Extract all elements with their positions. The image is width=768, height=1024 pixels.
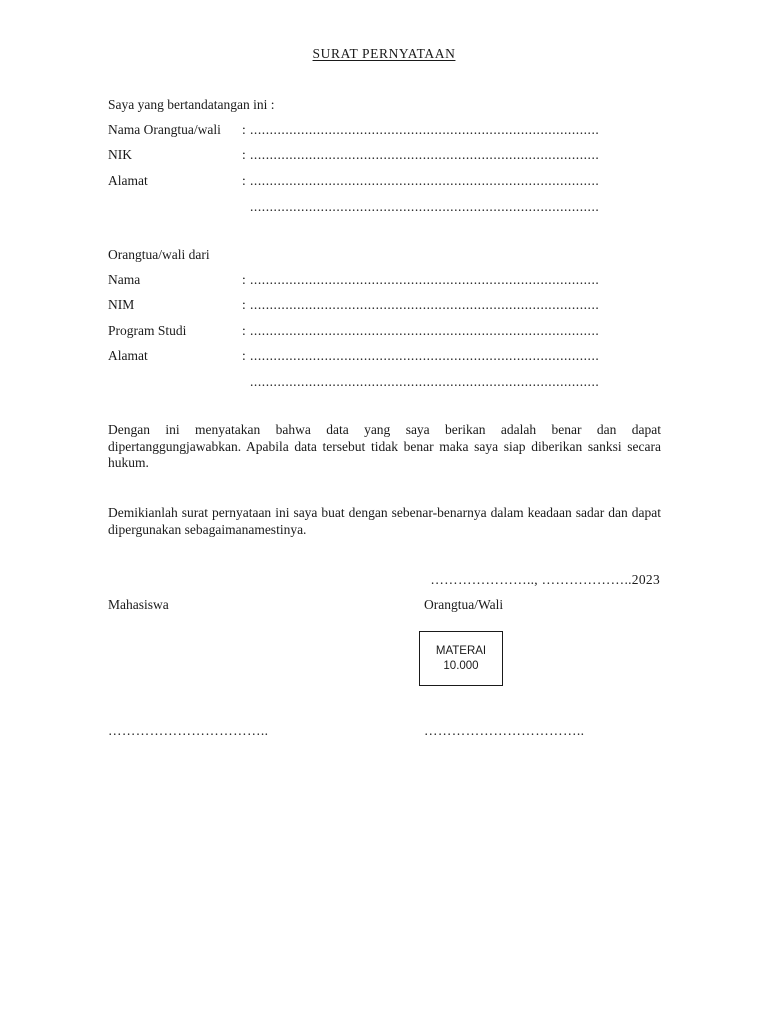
signatory-student-label: Mahasiswa — [108, 597, 169, 612]
place-date-line[interactable]: ………………….., ………………..2023 — [430, 572, 660, 587]
field-colon: : — [242, 348, 246, 363]
field-blank-parent-address-continued[interactable]: ......................................................................................... — [250, 199, 600, 214]
field-colon: : — [242, 323, 246, 338]
field-blank-program-studi[interactable]: ......................................................................................... — [250, 323, 600, 338]
statement-paragraph: Dengan ini menyatakan bahwa data yang saya berikan adalah benar dan dapat dipertanggungjawabkan. Apabila data tersebut tidak benar maka saya siap diberikan sanksi secara hukum. — [108, 422, 661, 470]
field-label-student-address: Alamat — [108, 348, 148, 363]
field-blank-nik[interactable]: ......................................................................................... — [250, 147, 600, 162]
field-blank-student-address-continued[interactable]: ......................................................................................... — [250, 374, 600, 389]
field-label-program-studi: Program Studi — [108, 323, 187, 338]
field-colon: : — [242, 147, 246, 162]
field-label-parent-name: Nama Orangtua/wali — [108, 122, 221, 137]
document-title: SURAT PERNYATAAN — [312, 46, 456, 61]
materai-value: 10.000 — [443, 659, 479, 672]
field-blank-nim[interactable]: ......................................................................................... — [250, 297, 600, 312]
materai-label: MATERAI — [435, 644, 487, 657]
field-blank-parent-name[interactable]: ......................................................................................... — [250, 122, 600, 137]
field-blank-parent-address[interactable]: ......................................................................................... — [250, 173, 600, 188]
field-colon: : — [242, 272, 246, 287]
section-heading-student: Orangtua/wali dari — [108, 247, 210, 262]
field-blank-student-address[interactable]: ......................................................................................... — [250, 348, 600, 363]
field-colon: : — [242, 173, 246, 188]
field-label-student-name: Nama — [108, 272, 141, 287]
signature-line-parent[interactable]: …………………………….. — [424, 723, 585, 738]
materai-stamp-box — [419, 631, 503, 686]
field-blank-student-name[interactable]: ......................................................................................... — [250, 272, 600, 287]
signatory-parent-label: Orangtua/Wali — [424, 597, 504, 612]
closing-paragraph: Demikianlah surat pernyataan ini saya buat dengan sebenar-benarnya dalam keadaan sadar dan dapat dipergunakan sebagaimanamestinya. — [108, 505, 661, 537]
field-label-parent-address: Alamat — [108, 173, 148, 188]
field-label-nim: NIM — [108, 297, 135, 312]
field-colon: : — [242, 297, 246, 312]
field-label-nik: NIK — [108, 147, 132, 162]
intro-text: Saya yang bertandatangan ini : — [108, 97, 275, 112]
signature-line-student[interactable]: …………………………….. — [108, 723, 269, 738]
field-colon: : — [242, 122, 246, 137]
